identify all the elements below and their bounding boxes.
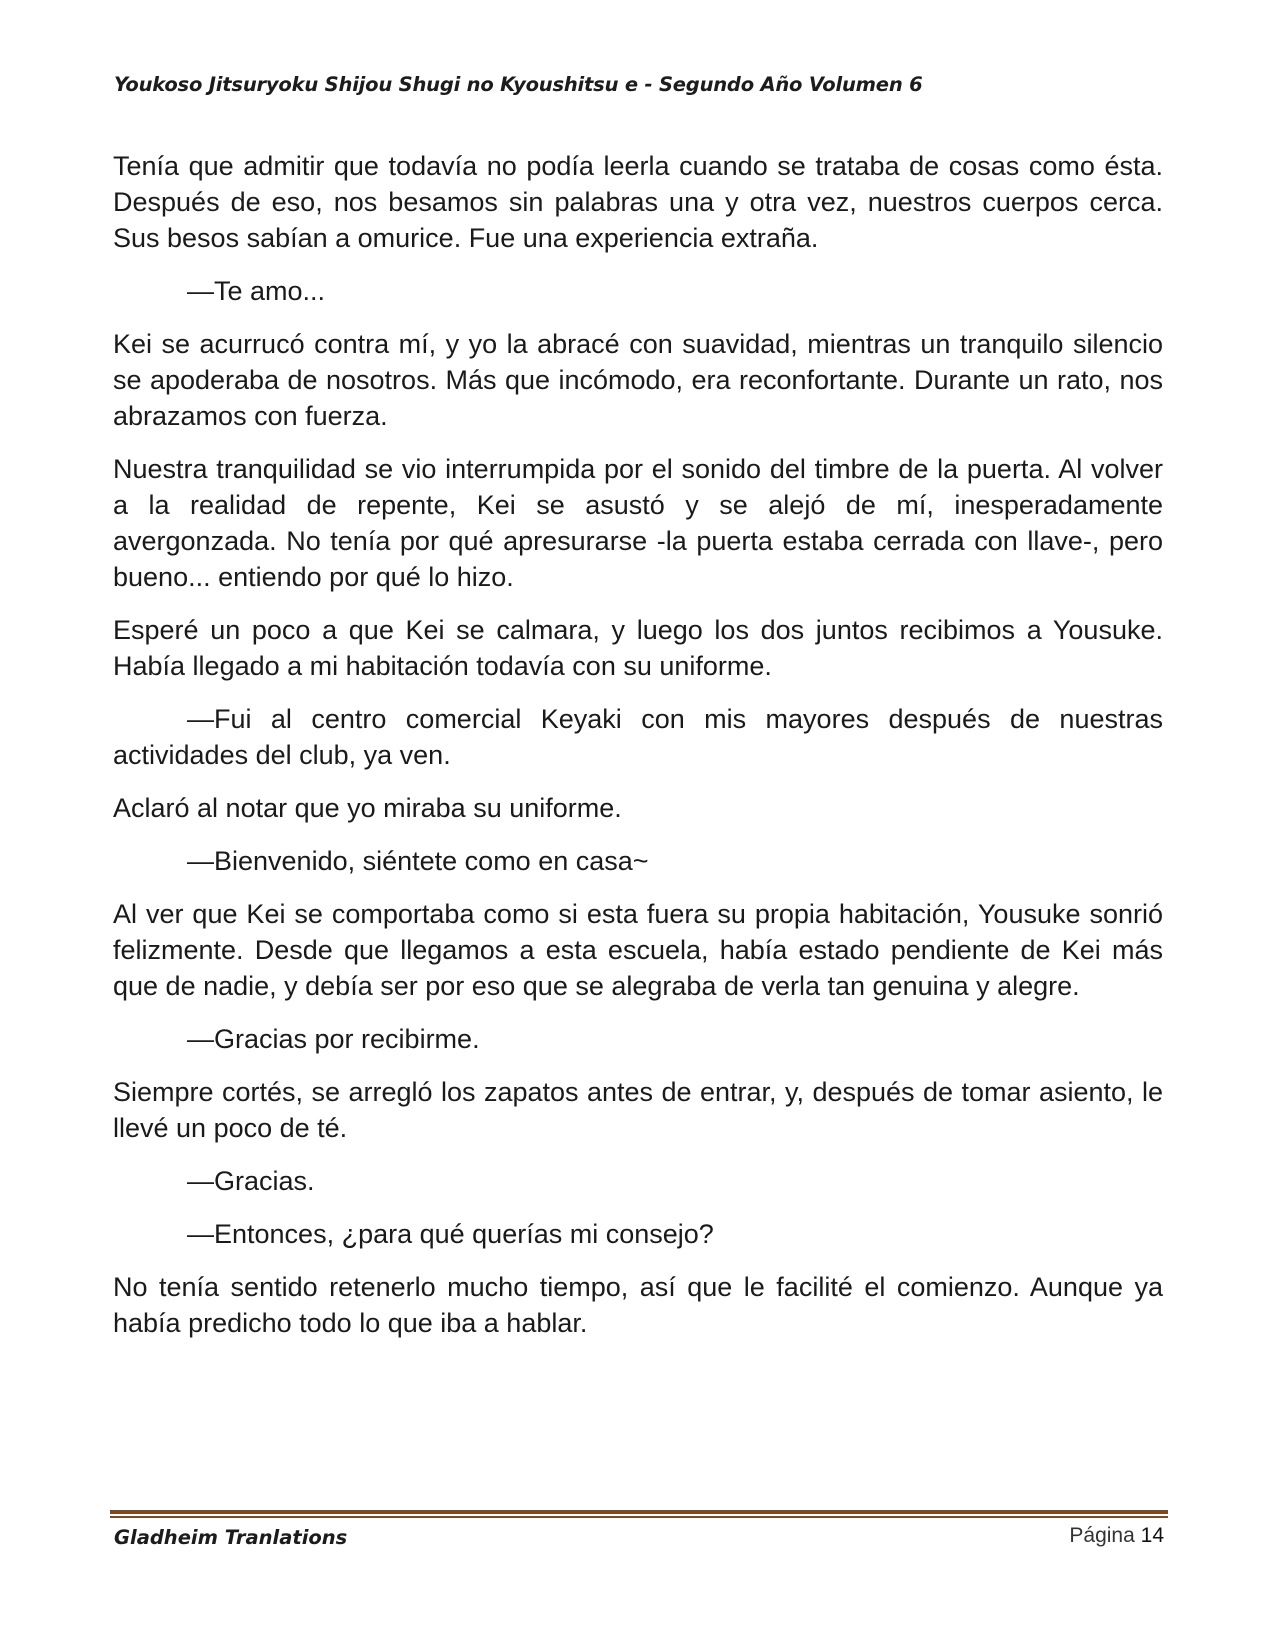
- dialog-line-5: —Gracias.: [187, 1166, 315, 1196]
- dialog-line-6: —Entonces, ¿para qué querías mi consejo?: [187, 1219, 714, 1249]
- footer-divider-thin: [110, 1516, 1168, 1518]
- dialog-line-3: —Bienvenido, siéntete como en casa~: [187, 846, 649, 876]
- paragraph-2: Kei se acurrucó contra mí, y yo la abracé con suavidad, mientras un tranquilo silencio se apoderaba de nosotros. Más que incómodo, era reconfortante. Durante un rato, nos abrazamos con fuerza.: [113, 329, 1163, 431]
- paragraph-8: No tenía sentido retenerlo mucho tiempo, así que le facilité el comienzo. Aunque ya había predicho todo lo que iba a hablar.: [113, 1272, 1163, 1338]
- paragraph-3: Nuestra tranquilidad se vio interrumpida por el sonido del timbre de la puerta. Al volver a la realidad de repente, Kei se asustó y se alejó de mí, inesperadamente avergonzada. No tenía por qué apresurarse -la puerta estaba cerrada con llave-, pero bueno... entiendo por qué lo hizo.: [113, 454, 1163, 592]
- footer-credit: Gladheim Tranlations: [114, 1526, 348, 1549]
- paragraph-6: Al ver que Kei se comportaba como si esta fuera su propia habitación, Yousuke sonrió felizmente. Desde que llegamos a esta escuela, había estado pendiente de Kei más que de nadie, y debía ser por eso que se alegraba de verla tan genuina y alegre.: [113, 899, 1163, 1001]
- paragraph-5: Aclaró al notar que yo miraba su uniforme.: [113, 793, 622, 823]
- paragraph-7: Siempre cortés, se arregló los zapatos antes de entrar, y, después de tomar asiento, le llevé un poco de té.: [113, 1077, 1163, 1143]
- dialog-line-2: —Fui al centro comercial Keyaki con mis mayores después de nuestras actividades del club, ya ven.: [113, 704, 1163, 770]
- page-number-label: [1069, 1524, 1164, 1548]
- paragraph-1: Tenía que admitir que todavía no podía leerla cuando se trataba de cosas como ésta. Después de eso, nos besamos sin palabras una y otra vez, nuestros cuerpos cerca. Sus besos sabían a omurice. Fue una experiencia extraña.: [113, 151, 1163, 253]
- dialog-line-4: —Gracias por recibirme.: [187, 1024, 480, 1054]
- dialog-line-1: —Te amo...: [187, 276, 326, 306]
- page-label: Página: [1069, 1524, 1135, 1547]
- body-text: [113, 148, 1163, 1358]
- footer-divider: [110, 1510, 1168, 1519]
- paragraph-4: Esperé un poco a que Kei se calmara, y luego los dos juntos recibimos a Yousuke. Había llegado a mi habitación todavía con su uniforme.: [113, 615, 1163, 681]
- page-number: 14: [1140, 1524, 1164, 1547]
- footer-divider-thick: [110, 1510, 1168, 1514]
- page-header-title: Youkoso Jitsuryoku Shijou Shugi no Kyoushitsu e - Segundo Año Volumen 6: [114, 73, 923, 96]
